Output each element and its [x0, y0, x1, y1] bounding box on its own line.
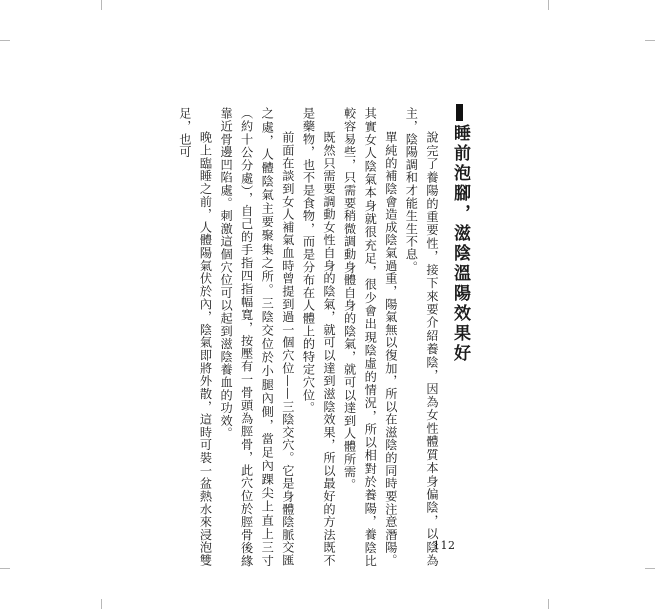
page-number: 112: [433, 539, 456, 552]
paragraph: 說完了養陽的重要性，接下來要介紹養陰，因為女性體質本身偏陰，以陰為主，陰陽調和才能生生不息。: [404, 107, 439, 567]
paragraph: 單純的補陰會造成陰氣過重，陽氣無以復加，所以在滋陰的同時要注意潛陽。其實女人陰氣本身就很充足，很少會出現陰虛的情況，所以相對於養陽，養陰比較容易些，只需要稍微調動身體自身的陰氣，就可以達到人體所需。: [342, 107, 398, 567]
crop-mark-top-right: [548, 0, 549, 10]
body-text: [162, 107, 442, 567]
crop-mark-bottom-left: [101, 599, 102, 609]
crop-mark-right-bottom: [645, 568, 655, 569]
paragraph: 前面在談到女人補氣血時曾提到過一個穴位——三陰交穴。它是身體陰脈交匯之處，人體陰氣主要聚集之所。三陰交位於小腿內側，當足內踝尖上直上三寸（約十公分處），自己的手指四指幅寬，按壓有一骨頭為脛骨，此穴位於脛骨後緣靠近骨邊凹陷處。刺激這個穴位可以起到滋陰養血的功效。: [219, 107, 295, 567]
crop-mark-bottom-right: [548, 599, 549, 609]
crop-mark-left-bottom: [0, 568, 10, 569]
crop-mark-right-top: [645, 40, 655, 41]
paragraph: 既然只需要調動女性自身的陰氣，就可以達到滋陰效果，所以最好的方法既不是藥物，也不是食物，而是分布在人體上的特定穴位。: [301, 107, 337, 567]
crop-mark-left-top: [0, 40, 10, 41]
section-heading: 睡前泡腳，滋陰溫陽效果好: [450, 124, 470, 364]
paragraph: 晚上臨睡之前，人體陽氣伏於內，陰氣即將外散，這時可裝一盆熱水來浸泡雙足，也可: [177, 107, 213, 567]
heading-marker-bar: [456, 104, 463, 121]
crop-mark-top-left: [101, 0, 102, 10]
